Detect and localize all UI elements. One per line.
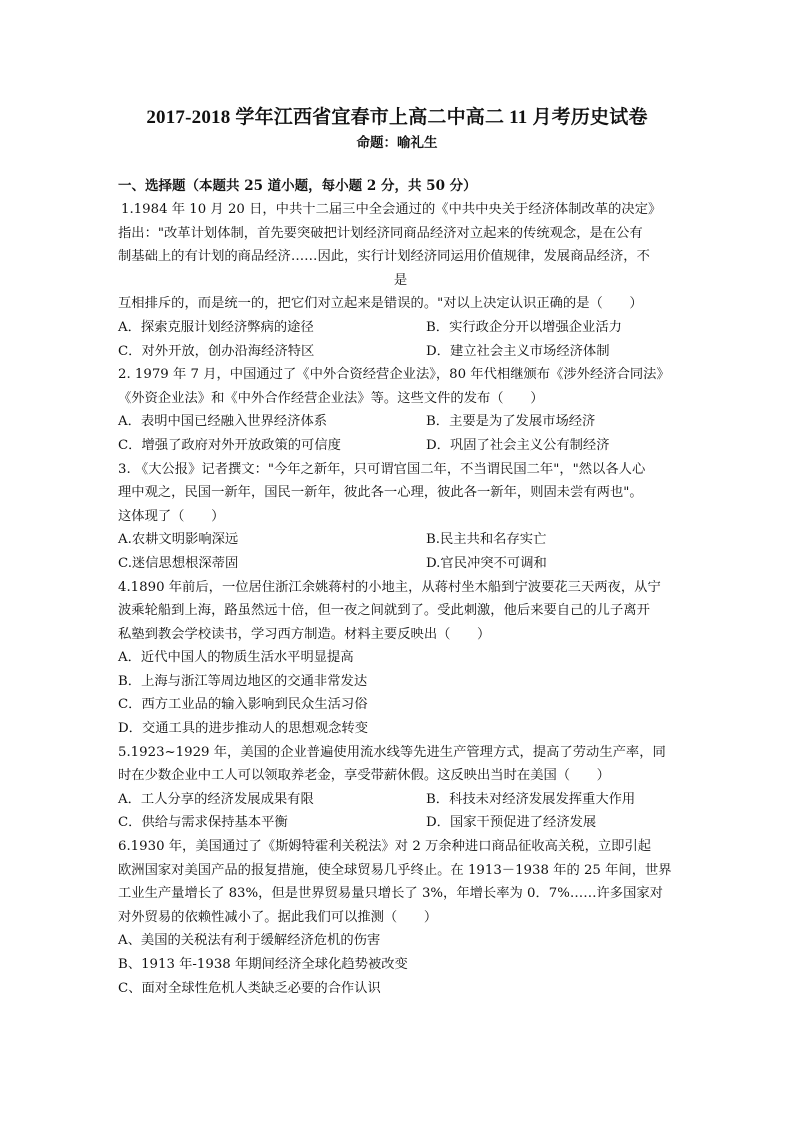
question-text-line: 1.1984 年 10 月 20 日，中共十二届三中全会通过的《中共中央关于经济体制改革的决定》 <box>121 202 662 217</box>
options-row <box>118 788 683 812</box>
option-b: B．科技未对经济发展发挥重大作用 <box>426 791 636 807</box>
options-row <box>118 316 683 340</box>
question-text-line: 制基础上的有计划的商品经济……因此，实行计划经济同运用价值规律，发展商品经济，不 <box>118 249 650 265</box>
question-6 <box>118 835 683 1000</box>
options-row <box>118 434 683 458</box>
question-text-line: 4.1890 年前后，一位居住浙江余姚蒋村的小地主，从蒋村坐木船到宁波要花三天两夜，从宁 <box>118 579 661 595</box>
question-text-line: 2. 1979 年 7 月，中国通过了《中外合资经营企业法》，80 年代相继颁布《涉外经济合同法》 <box>118 367 670 383</box>
option-b: B．主要是为了发展市场经济 <box>426 414 596 430</box>
question-3 <box>118 458 683 576</box>
option-c: C.迷信思想根深蒂固 <box>118 555 239 571</box>
question-text-line: 互相排斥的，而是统一的，把它们对立起来是错误的。"对以上决定认识正确的是（ ） <box>118 296 643 312</box>
exam-content <box>118 174 683 1000</box>
option-c: C．西方工业品的输入影响到民众生活习俗 <box>118 697 368 713</box>
question-text-line: 工业生产量增长了 83%，但是世界贸易量只增长了 3%，年增长率为 0．7%……许多国家对 <box>118 886 663 902</box>
option-b: B．上海与浙江等周边地区的交通非常发达 <box>118 673 368 689</box>
option-a: A．工人分享的经济发展成果有限 <box>118 791 314 807</box>
option-c: C、面对全球性危机人类缺乏必要的合作认识 <box>118 980 381 996</box>
option-d: D．国家干预促进了经济发展 <box>426 815 597 831</box>
option-d: D.官民冲突不可调和 <box>426 555 547 571</box>
exam-title: 2017-2018 学年江西省宜春市上高二中高二 11 月考历史试卷 <box>146 107 648 128</box>
question-text-line: 波乘轮船到上海，路虽然远十倍，但一夜之间就到了。受此刺激，他后来要自己的儿子离开 <box>118 603 650 619</box>
question-text-line: 《外资企业法》和《中外合作经营企业法》等。这些文件的发布（ ） <box>118 390 544 406</box>
option-a: A．表明中国已经融入世界经济体系 <box>118 414 328 430</box>
option-a: A、美国的关税法有利于缓解经济危机的伤害 <box>118 933 381 949</box>
options-row <box>118 410 683 434</box>
question-text-line: 这体现了（ ） <box>118 508 225 524</box>
options-row <box>118 552 683 576</box>
question-text-line: 私塾到教会学校读书，学习西方制造。材料主要反映出（ ） <box>118 626 491 642</box>
question-text-line: 对外贸易的依赖性减小了。据此我们可以推测（ ） <box>118 909 438 925</box>
question-text-line: 3. 《大公报》记者撰文："今年之新年，只可谓官国二年，不当谓民国二年"，"然以各人心 <box>118 461 646 477</box>
question-text-line: 是 <box>393 272 408 288</box>
question-1 <box>118 198 683 363</box>
question-text-line: 6.1930 年，美国通过了《斯姆特霍利关税法》对 2 万余种进口商品征收高关税，立即引起 <box>118 839 652 855</box>
section-heading: 一、选择题（本题共 25 道小题，每小题 2 分，共 50 分） <box>118 178 477 194</box>
question-text-line: 指出："改革计划体制，首先要突破把计划经济同商品经济对立起来的传统观念，是在公有 <box>118 225 643 241</box>
option-c: C．供给与需求保持基本平衡 <box>118 815 288 831</box>
option-c: C．增强了政府对外开放政策的可信度 <box>118 437 341 453</box>
option-a: A．近代中国人的物质生活水平明显提高 <box>118 650 354 666</box>
option-b: B．实行政企分开以增强企业活力 <box>426 319 622 335</box>
options-row <box>118 811 683 835</box>
exam-author: 命题：喻礼生 <box>356 135 438 151</box>
question-text-line: 5.1923~1929 年，美国的企业普遍使用流水线等先进生产管理方式，提高了劳动生产率，同 <box>118 744 666 760</box>
option-d: D．巩固了社会主义公有制经济 <box>426 437 610 453</box>
option-a: A．探索克服计划经济弊病的途径 <box>118 319 314 335</box>
question-text-line: 理中观之，民国一新年，国民一新年，彼此各一心理，彼此各一新年，则固未尝有两也"。 <box>118 485 643 501</box>
options-row <box>118 528 683 552</box>
question-4 <box>118 576 683 741</box>
question-text-line: 欧洲国家对美国产品的报复措施，使全球贸易几乎终止。在 1913－1938 年的 25 年间，世界 <box>118 862 672 878</box>
question-2 <box>118 363 683 457</box>
question-5 <box>118 741 683 835</box>
option-d: D．建立社会主义市场经济体制 <box>426 343 610 359</box>
option-c: C．对外开放，创办沿海经济特区 <box>118 343 315 359</box>
option-d: D．交通工具的进步推动人的思想观念转变 <box>118 721 369 737</box>
options-row <box>118 340 683 364</box>
question-text-line: 时在少数企业中工人可以领取养老金，享受带薪休假。这反映出当时在美国（ ） <box>118 768 610 784</box>
option-a: A.农耕文明影响深远 <box>118 532 239 548</box>
option-b: B.民主共和名存实亡 <box>426 532 547 548</box>
option-b: B、1913 年-1938 年期间经济全球化趋势被改变 <box>118 957 408 972</box>
